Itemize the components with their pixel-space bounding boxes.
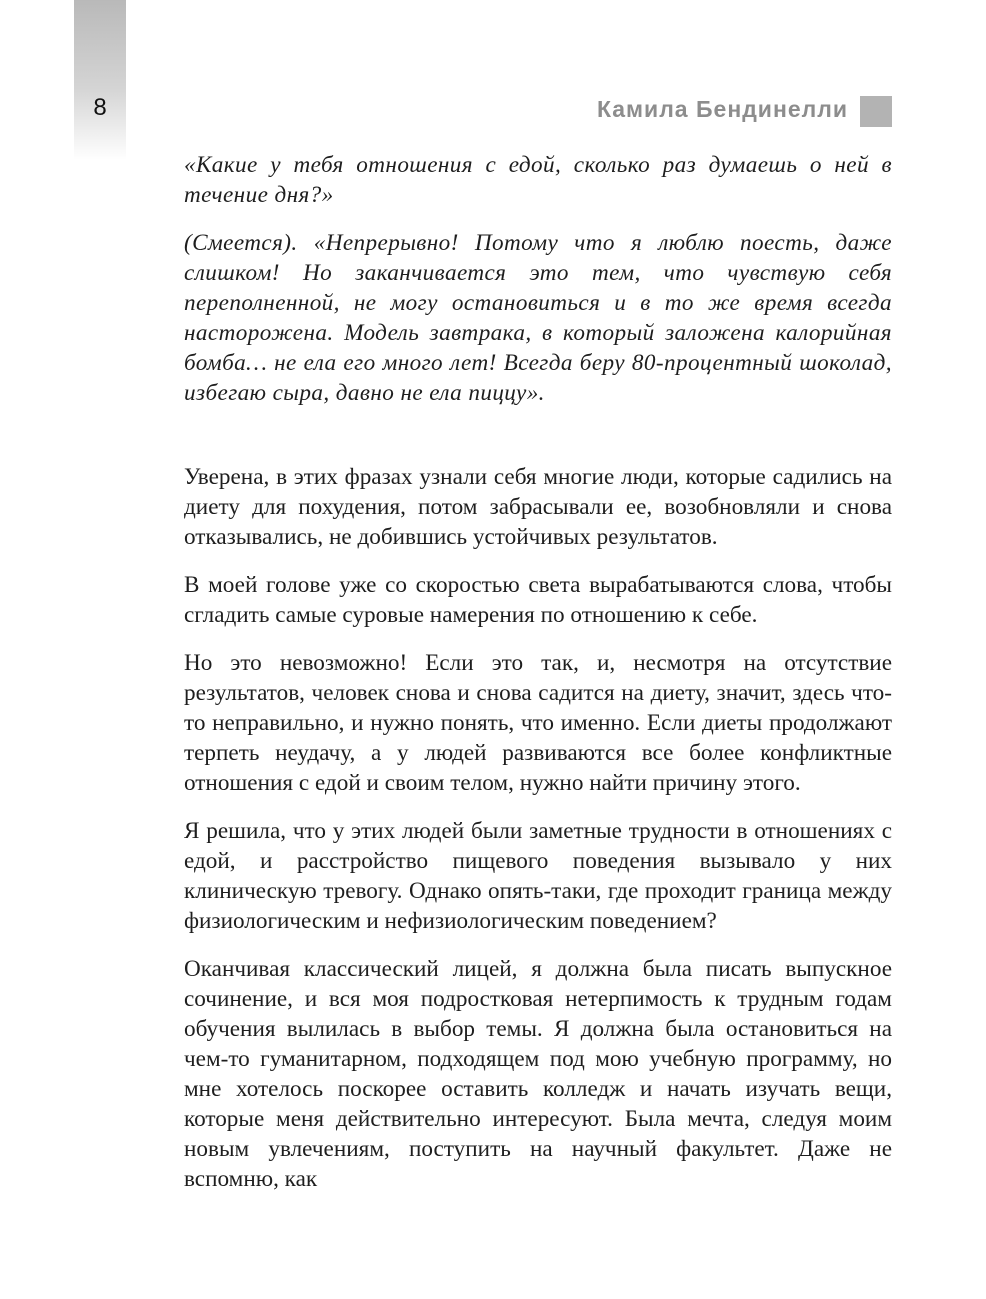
quote-question: «Какие у тебя отношения с едой, сколько раз думаешь о ней в течение дня?» <box>184 152 892 208</box>
page-number: 8 <box>93 94 107 121</box>
header-decor-block <box>860 96 892 127</box>
paragraph-3: Но это невозможно! Если это так, и, несмотря на отсутствие результатов, человек снова и снова садится на диету, значит, здесь что-то неправильно, и нужно понять, что именно. Если диеты продолжают терпеть неудачу, а у людей развиваются все более конфликтные отношения с едой и своим телом, нужно найти причину этого. <box>184 650 892 796</box>
running-header-author: Камила Бендинелли <box>596 96 848 122</box>
paragraph-1: Уверена, в этих фразах узнали себя многие люди, которые садились на диету для похудения, потом забрасывали ее, возобновляли и снова отказывались, не добившись устойчивых результатов. <box>184 464 892 550</box>
page-tab-marker <box>74 0 126 160</box>
quote-answer: (Смеется). «Непрерывно! Потому что я люблю поесть, даже слишком! Но заканчивается это тем, что чувствую себя переполненной, не могу остановиться и в то же время всегда настороженa. Модель завтрака, в который заложена калорийная бомба… не ела его много лет! Всегда беру 80-процентный шоколад, избегаю сыра, давно не ела пиццу». <box>184 230 892 406</box>
paragraph-2: В моей голове уже со скоростью света вырабатываются слова, чтобы сгладить самые суровые намерения по отношению к себе. <box>184 572 892 628</box>
section-spacer <box>184 426 892 462</box>
paragraph-5: Оканчивая классический лицей, я должна была писать выпускное сочинение, и вся моя подростковая нетерпимость к трудным годам обучения вылилась в выбор темы. Я должна была остановиться на чем-то гуманитарном, подходящем под мою учебную программу, но мне хотелось поскорее оставить колледж и начать изучать вещи, которые меня действительно интересуют. Была мечта, следуя моим новым увлечениям, поступить на научный факультет. Даже не вспомню, как <box>184 956 892 1192</box>
page-body <box>184 150 892 1212</box>
paragraph-4: Я решила, что у этих людей были заметные трудности в отношениях с едой, и расстройство пищевого поведения вызывало у них клиническую тревогу. Однако опять-таки, где проходит граница между физиологическим и нефизиологическим поведением? <box>184 818 892 934</box>
